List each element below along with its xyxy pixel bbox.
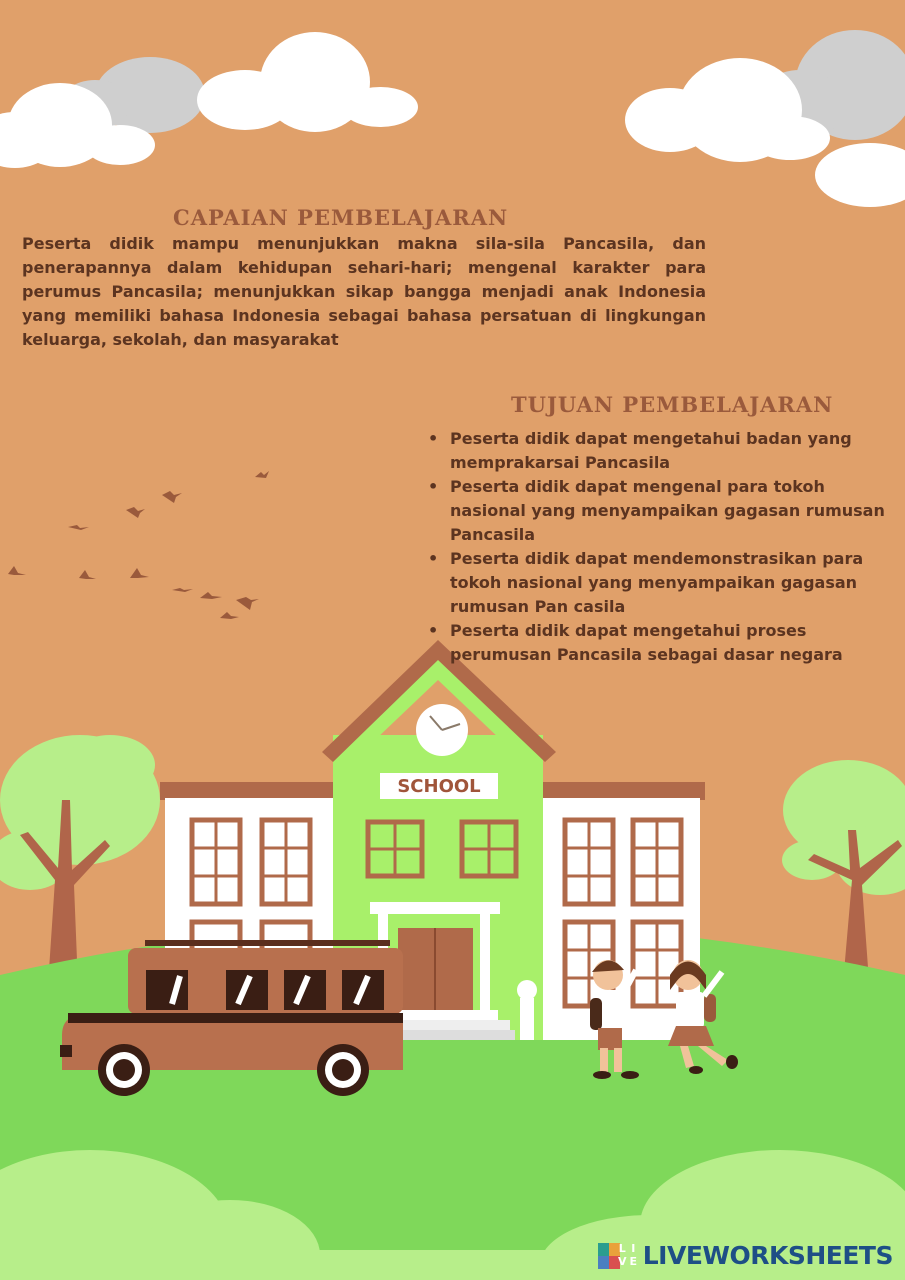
brand-mark-letter: L: [618, 1242, 626, 1255]
brand-mark-letter: I: [631, 1242, 636, 1255]
liveworksheets-logo-icon: [617, 1242, 639, 1268]
tujuan-list: [428, 427, 902, 667]
tujuan-item: [428, 427, 902, 475]
brand-mark-letter: E: [629, 1255, 637, 1268]
tujuan-item: [428, 547, 902, 619]
tujuan-item-text: • Peserta didik dapat mengetahui proses perumusan Pancasila sebagai dasar negara: [450, 621, 843, 664]
tujuan-title: TUJUAN PEMBELAJARAN: [511, 392, 834, 417]
birds: [8, 471, 269, 619]
capaian-body: Peserta didik mampu menunjukkan makna sila-sila Pancasila, dan penerapannya dalam kehidupan sehari-hari; mengenal karakter para perumus Pancasila; menunjukkan sikap bangga menjadi anak Indonesia yang memiliki bahasa Indonesia sebagai bahasa persatuan di lingkungan keluarga, sekolah, dan masyarakat: [22, 234, 706, 349]
brand-mark-letter: V: [617, 1255, 627, 1268]
cloud-top-right: [625, 30, 905, 207]
cloud-top-left: [0, 32, 418, 168]
tree-left: [0, 735, 160, 985]
school-sign: SCHOOL: [397, 775, 481, 797]
tujuan-item: [428, 619, 902, 667]
tujuan-item-text: • Peserta didik dapat mengetahui badan yang memprakarsai Pancasila: [450, 429, 852, 472]
liveworksheets-brand[interactable]: [617, 1240, 893, 1270]
tujuan-item-text: • Peserta didik dapat mengenal para tokoh nasional yang menyampaikan gagasan rumusan Pancasila: [450, 477, 885, 544]
tujuan-item-text: • Peserta didik dapat mendemonstrasikan para tokoh nasional yang menyampaikan gagasan rumusan Pan casila: [450, 549, 864, 616]
tujuan-item: [428, 475, 902, 547]
brand-name: LIVEWORKSHEETS: [642, 1240, 893, 1270]
capaian-title: CAPAIAN PEMBELAJARAN: [173, 205, 509, 230]
